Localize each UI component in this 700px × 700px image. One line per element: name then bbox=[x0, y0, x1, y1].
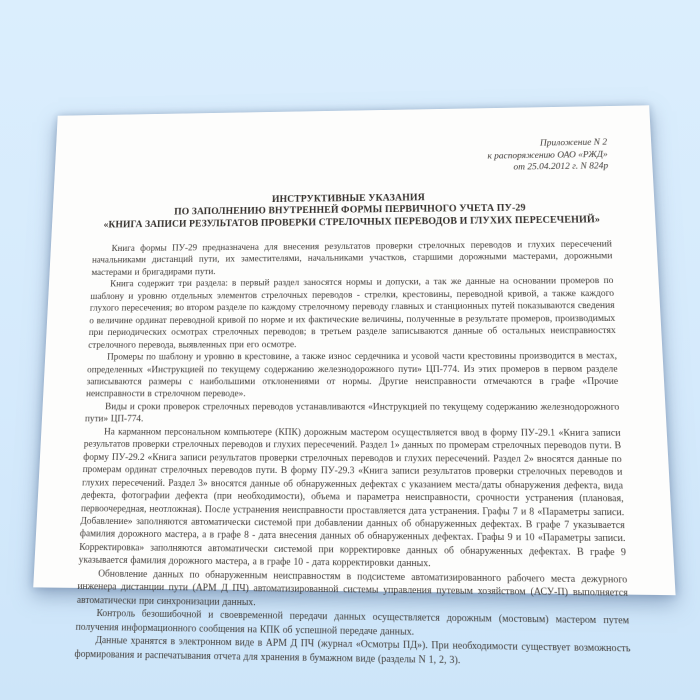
annex-line-2: к распоряжению ОАО «РЖД» bbox=[487, 149, 608, 161]
annex-line-1: Приложение N 2 bbox=[539, 137, 608, 149]
paragraph: Виды и сроки проверок стрелочных переводов устанавливаются «Инструкцией по текущему содержанию железнодорожного пути» ЦП-774. bbox=[84, 402, 620, 425]
paragraph: Данные хранятся в электронном виде в АРМ Д ПЧ (журнал «Осмотры ПД»). При необходимости существует возможность формирования и распечатывания отчета для хранения в бумажном виде (разделы N 1, 2, 3). bbox=[74, 635, 631, 666]
paragraph: Обновление данных по обнаруженным неисправностям в подсистеме автоматизированного рабочего места дежурного инженера дистанции пути (АРМ Д ПЧ) автоматизированной системы управления путевым хозяйством (АСУ-П) выполняется автоматически при синхронизации данных. bbox=[76, 568, 629, 609]
document-body bbox=[74, 239, 631, 671]
title-line-1: ИНСТРУКТИВНЫЕ УКАЗАНИЯ bbox=[271, 192, 425, 205]
document-title bbox=[93, 190, 611, 232]
paragraph: Книга содержит три раздела: в первый раздел заносятся нормы и допуски, а так же данные на основании промеров по шаблону и уровню отдельных элементов стрелочных переводов - стрелки, крестовины, переводной кривой, а также каждого глухого пересечения; во втором разделе по каждому стрелочному переводу главных и станционных путей показываются сведения о величине ординат переводной кривой по норме и их фактические величины, полученные в результате промеров, производимых при периодических осмотрах стрелочных переводов; в третьем разделе записываются данные об остальных неисправностях стрелочного перевода, выявленных при его осмотре. bbox=[88, 276, 617, 351]
paragraph: Контроль безошибочной и своевременной передачи данных осуществляется дорожным (мостовым) мастером путем получения информационного сообщения на КПК об успешной передаче данных. bbox=[75, 608, 630, 638]
title-line-2: ПО ЗАПОЛНЕНИЮ ВНУТРЕННЕЙ ФОРМЫ ПЕРВИЧНОГО УЧЕТА ПУ-29 bbox=[174, 202, 526, 218]
document-page bbox=[33, 105, 675, 666]
title-line-3: «КНИГА ЗАПИСИ РЕЗУЛЬТАТОВ ПРОВЕРКИ СТРЕЛОЧНЫХ ПЕРЕВОДОВ И ГЛУХИХ ПЕРЕСЕЧЕНИЙ» bbox=[103, 214, 601, 230]
paragraph: Промеры по шаблону и уровню в крестовине, а также износ сердечника и усовой части крестовины производится в местах, определенных «Инструкцией по текущему содержанию железнодорожного пути» ЦП-774. Из этих промеров в первом разделе записываются размеры с наибольшими отклонениями от нормы. Другие неисправности отмечаются в графе «Прочие неисправности в стрелочном переводе». bbox=[85, 351, 619, 400]
paragraph: Книга формы ПУ-29 предназначена для внесения результатов проверки стрелочных переводов и глухих пересечений начальниками дистанций пути, их заместителями, начальниками участков, старшими дорожными мастерами, дорожными мастерами и бригадирами пути. bbox=[91, 239, 613, 278]
paragraph: На карманном персональном компьютере (КПК) дорожным мастером осуществляется ввод в форму ПУ-29.1 «Книга записи результатов проверки стрелочных переводов и глухих пересечений. Раздел 1» данных по промерам стрелочных переводов пути. В форму ПУ-29.2 «Книга записи результатов проверки стрелочных переводов и глухих пересечений. Раздел 2» вносятся данные по промерам ординат стрелочных переводов пути. В форму ПУ-29.3 «Книга записи результатов проверки стрелочных переводов и глухих пересечений. Раздел 3» вносятся данные об обнаруженных дефектах с указанием места/даты обнаружения дефекта, вида дефекта, фотографии дефекта (при необходимости), объема и параметра неисправности, срочности устранения (плановая, первоочередная, неотложная). После устранения неисправности проставляется дата устранения. Графы 7 и 8 «Параметры записи. Добавление» заполняются автоматически системой при добавлении данных об обнаруженных дефектах. В графе 7 указывается фамилия дорожного мастера, а в графе 8 - дата внесения данных об обнаруженных дефектах. Графы 9 и 10 «Параметры записи. Корректировка» заполняются автоматически системой при корректировке данных об обнаруженных дефектах. В графе 9 указывается фамилия дорожного мастера, а в графе 10 - дата корректировки данных. bbox=[78, 427, 627, 570]
annex-reference bbox=[96, 137, 609, 180]
annex-line-3: от 25.04.2012 г. N 824р bbox=[513, 161, 609, 173]
